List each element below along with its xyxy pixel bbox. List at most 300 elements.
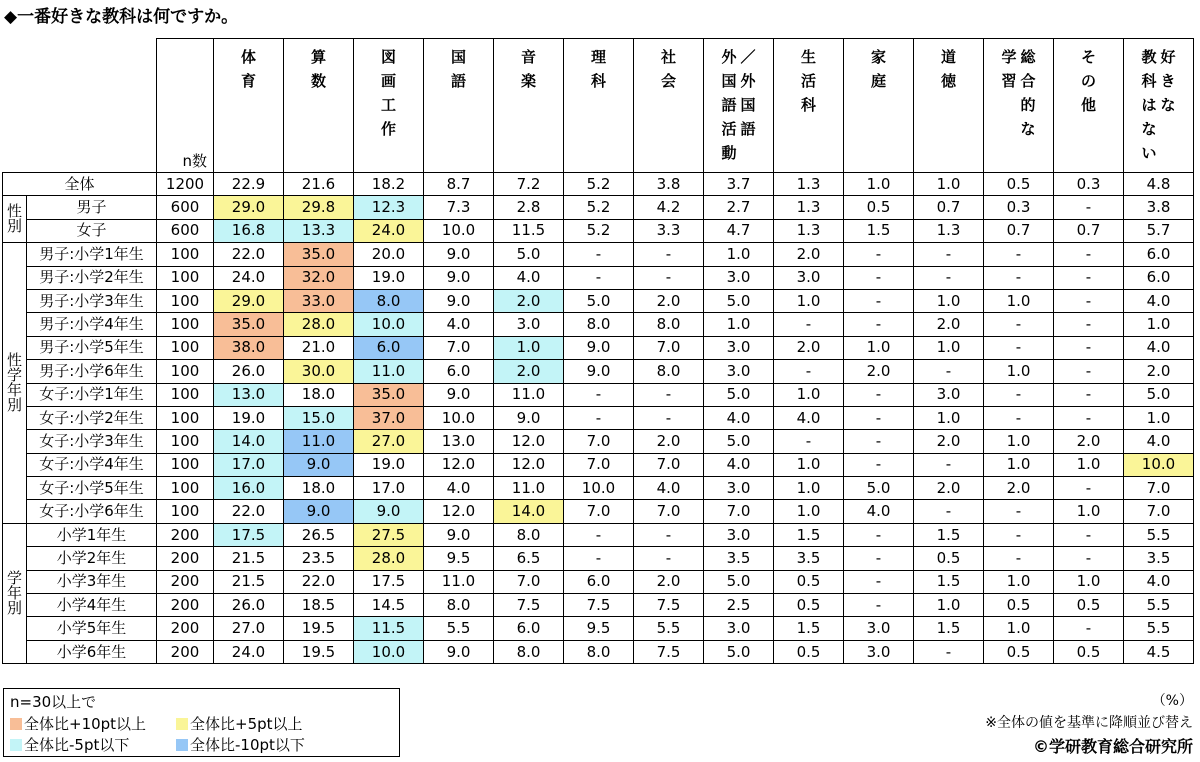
value-cell: 0.5 bbox=[774, 570, 844, 593]
value-cell: 10.0 bbox=[424, 406, 494, 429]
subject-header-text: 社 会 bbox=[660, 48, 676, 90]
value-cell: 3.7 bbox=[704, 173, 774, 196]
value-cell: 4.0 bbox=[704, 453, 774, 476]
value-cell: 7.2 bbox=[494, 173, 564, 196]
value-cell: 10.0 bbox=[424, 219, 494, 242]
value-cell: 33.0 bbox=[284, 289, 354, 312]
n-value: 100 bbox=[157, 500, 214, 523]
value-cell: - bbox=[634, 383, 704, 406]
value-cell: 8.0 bbox=[564, 313, 634, 336]
value-cell: - bbox=[844, 547, 914, 570]
n-value: 200 bbox=[157, 640, 214, 663]
table-row bbox=[3, 547, 1194, 570]
value-cell: 5.5 bbox=[1124, 617, 1194, 640]
value-cell: - bbox=[1054, 266, 1124, 289]
value-cell: 5.0 bbox=[704, 383, 774, 406]
table-row bbox=[3, 430, 1194, 453]
value-cell: 4.0 bbox=[844, 500, 914, 523]
value-cell: 21.6 bbox=[284, 173, 354, 196]
value-cell: - bbox=[774, 430, 844, 453]
value-cell: 6.0 bbox=[494, 617, 564, 640]
value-cell: 6.0 bbox=[1124, 243, 1194, 266]
value-cell: 13.0 bbox=[214, 383, 284, 406]
value-cell: 7.5 bbox=[494, 594, 564, 617]
subject-header-text: 生 活 科 bbox=[800, 48, 816, 114]
value-cell: 22.0 bbox=[214, 500, 284, 523]
value-cell: 2.0 bbox=[984, 477, 1054, 500]
copyright: ©学研教育総合研究所 bbox=[1032, 737, 1193, 756]
value-cell: 8.0 bbox=[494, 640, 564, 663]
value-cell: 1.0 bbox=[914, 406, 984, 429]
value-cell: 2.0 bbox=[774, 336, 844, 359]
n-value: 600 bbox=[157, 196, 214, 219]
value-cell: 19.0 bbox=[354, 453, 424, 476]
value-cell: 1.0 bbox=[984, 430, 1054, 453]
row-label: 女子:小学1年生 bbox=[27, 383, 157, 406]
value-cell: 0.3 bbox=[984, 196, 1054, 219]
value-cell: - bbox=[774, 313, 844, 336]
value-cell: - bbox=[1054, 617, 1124, 640]
value-cell: 5.0 bbox=[494, 243, 564, 266]
value-cell: 4.2 bbox=[634, 196, 704, 219]
value-cell: 0.7 bbox=[914, 196, 984, 219]
value-cell: - bbox=[1054, 289, 1124, 312]
row-label: 女子:小学4年生 bbox=[27, 453, 157, 476]
value-cell: 5.2 bbox=[564, 173, 634, 196]
value-cell: 6.0 bbox=[354, 336, 424, 359]
value-cell: 1.0 bbox=[774, 383, 844, 406]
value-cell: 1.5 bbox=[774, 617, 844, 640]
n-value: 200 bbox=[157, 594, 214, 617]
value-cell: - bbox=[844, 289, 914, 312]
row-label: 男子:小学6年生 bbox=[27, 360, 157, 383]
value-cell: 3.0 bbox=[844, 640, 914, 663]
n-value: 100 bbox=[157, 383, 214, 406]
value-cell: 12.0 bbox=[424, 500, 494, 523]
value-cell: - bbox=[564, 547, 634, 570]
value-cell: 7.0 bbox=[494, 570, 564, 593]
value-cell: 5.0 bbox=[704, 430, 774, 453]
value-cell: 30.0 bbox=[284, 360, 354, 383]
subject-header bbox=[844, 39, 914, 173]
table-row bbox=[3, 500, 1194, 523]
value-cell: 26.0 bbox=[214, 360, 284, 383]
subject-header bbox=[214, 39, 284, 173]
value-cell: 9.0 bbox=[424, 289, 494, 312]
n-value: 100 bbox=[157, 430, 214, 453]
subject-header-text: 理 科 bbox=[590, 48, 606, 90]
value-cell: 2.0 bbox=[494, 360, 564, 383]
value-cell: 4.0 bbox=[1124, 430, 1194, 453]
subject-header-text: 学 習 bbox=[1001, 48, 1017, 90]
value-cell: 6.0 bbox=[1124, 266, 1194, 289]
value-cell: 1.0 bbox=[494, 336, 564, 359]
value-cell: 21.5 bbox=[214, 547, 284, 570]
value-cell: - bbox=[564, 383, 634, 406]
value-cell: 21.5 bbox=[214, 570, 284, 593]
value-cell: 1.5 bbox=[914, 617, 984, 640]
row-label: 女子:小学2年生 bbox=[27, 406, 157, 429]
value-cell: 1.0 bbox=[914, 336, 984, 359]
subject-header bbox=[984, 39, 1054, 173]
value-cell: 3.3 bbox=[634, 219, 704, 242]
value-cell: 7.5 bbox=[564, 594, 634, 617]
value-cell: 8.0 bbox=[424, 594, 494, 617]
subject-header bbox=[494, 39, 564, 173]
value-cell: 9.0 bbox=[424, 266, 494, 289]
value-cell: 8.0 bbox=[634, 360, 704, 383]
value-cell: 28.0 bbox=[354, 547, 424, 570]
value-cell: - bbox=[844, 453, 914, 476]
value-cell: 26.0 bbox=[214, 594, 284, 617]
value-cell: 1.0 bbox=[1054, 570, 1124, 593]
subject-header bbox=[704, 39, 774, 173]
row-label: 小学4年生 bbox=[27, 594, 157, 617]
value-cell: - bbox=[984, 406, 1054, 429]
value-cell: 4.0 bbox=[424, 477, 494, 500]
value-cell: 10.0 bbox=[354, 313, 424, 336]
row-label: 男子:小学5年生 bbox=[27, 336, 157, 359]
value-cell: 38.0 bbox=[214, 336, 284, 359]
value-cell: - bbox=[984, 243, 1054, 266]
value-cell: - bbox=[844, 243, 914, 266]
value-cell: - bbox=[1054, 547, 1124, 570]
value-cell: 27.0 bbox=[214, 617, 284, 640]
unit-label: （%） bbox=[1151, 693, 1193, 709]
value-cell: 27.0 bbox=[354, 430, 424, 453]
value-cell: 3.8 bbox=[1124, 196, 1194, 219]
value-cell: 1.5 bbox=[914, 523, 984, 546]
n-value: 100 bbox=[157, 289, 214, 312]
value-cell: 26.5 bbox=[284, 523, 354, 546]
value-cell: 3.8 bbox=[634, 173, 704, 196]
value-cell: - bbox=[844, 523, 914, 546]
value-cell: 7.0 bbox=[1124, 477, 1194, 500]
value-cell: 29.0 bbox=[214, 289, 284, 312]
value-cell: - bbox=[984, 383, 1054, 406]
value-cell: 2.0 bbox=[914, 430, 984, 453]
value-cell: - bbox=[634, 266, 704, 289]
value-cell: 0.5 bbox=[984, 640, 1054, 663]
value-cell: 3.0 bbox=[704, 477, 774, 500]
value-cell: 14.0 bbox=[214, 430, 284, 453]
value-cell: 0.5 bbox=[984, 594, 1054, 617]
n-header-label: n数 bbox=[182, 152, 207, 170]
value-cell: 5.0 bbox=[844, 477, 914, 500]
value-cell: 11.5 bbox=[354, 617, 424, 640]
value-cell: 5.0 bbox=[704, 640, 774, 663]
value-cell: 37.0 bbox=[354, 406, 424, 429]
value-cell: 1.0 bbox=[914, 289, 984, 312]
value-cell: 2.8 bbox=[494, 196, 564, 219]
value-cell: - bbox=[914, 243, 984, 266]
value-cell: 13.0 bbox=[424, 430, 494, 453]
row-label: 女子:小学5年生 bbox=[27, 477, 157, 500]
value-cell: 9.0 bbox=[284, 500, 354, 523]
value-cell: 3.0 bbox=[704, 336, 774, 359]
value-cell: 2.0 bbox=[634, 430, 704, 453]
value-cell: 24.0 bbox=[214, 266, 284, 289]
value-cell: 1.3 bbox=[774, 173, 844, 196]
row-label: 男子:小学3年生 bbox=[27, 289, 157, 312]
value-cell: 1.5 bbox=[844, 219, 914, 242]
value-cell: 1.5 bbox=[914, 570, 984, 593]
value-cell: - bbox=[564, 266, 634, 289]
table-row bbox=[3, 640, 1194, 663]
value-cell: 0.7 bbox=[1054, 219, 1124, 242]
value-cell: - bbox=[844, 570, 914, 593]
value-cell: 22.0 bbox=[284, 570, 354, 593]
value-cell: 5.5 bbox=[1124, 523, 1194, 546]
value-cell: 1.0 bbox=[774, 477, 844, 500]
value-cell: 1.0 bbox=[984, 570, 1054, 593]
value-cell: 11.5 bbox=[494, 219, 564, 242]
value-cell: - bbox=[844, 406, 914, 429]
legend-item-plus5 bbox=[176, 713, 303, 734]
value-cell: 19.5 bbox=[284, 640, 354, 663]
value-cell: 9.0 bbox=[564, 360, 634, 383]
legend-swatch-yellow bbox=[176, 718, 188, 730]
value-cell: 4.0 bbox=[774, 406, 844, 429]
value-cell: - bbox=[844, 594, 914, 617]
value-cell: 7.0 bbox=[634, 500, 704, 523]
value-cell: 1.0 bbox=[1054, 500, 1124, 523]
value-cell: 0.5 bbox=[774, 640, 844, 663]
value-cell: 35.0 bbox=[354, 383, 424, 406]
value-cell: 1.0 bbox=[844, 336, 914, 359]
value-cell: 3.0 bbox=[844, 617, 914, 640]
value-cell: 24.0 bbox=[214, 640, 284, 663]
table-row bbox=[3, 406, 1194, 429]
table-row bbox=[3, 360, 1194, 383]
value-cell: 1.5 bbox=[774, 523, 844, 546]
row-label: 小学2年生 bbox=[27, 547, 157, 570]
value-cell: - bbox=[564, 243, 634, 266]
subject-header-text: 体 育 bbox=[240, 48, 256, 90]
value-cell: 4.5 bbox=[1124, 640, 1194, 663]
row-label: 男子 bbox=[27, 196, 157, 219]
row-label: 女子:小学6年生 bbox=[27, 500, 157, 523]
value-cell: 22.0 bbox=[214, 243, 284, 266]
legend bbox=[3, 688, 400, 757]
value-cell: 19.0 bbox=[354, 266, 424, 289]
value-cell: 5.5 bbox=[1124, 594, 1194, 617]
subject-preference-table bbox=[2, 38, 1194, 664]
value-cell: 6.0 bbox=[424, 360, 494, 383]
value-cell: 4.7 bbox=[704, 219, 774, 242]
value-cell: 1.0 bbox=[914, 594, 984, 617]
value-cell: - bbox=[914, 453, 984, 476]
value-cell: - bbox=[774, 360, 844, 383]
value-cell: 3.0 bbox=[774, 266, 844, 289]
n-value: 100 bbox=[157, 453, 214, 476]
value-cell: 16.0 bbox=[214, 477, 284, 500]
value-cell: 28.0 bbox=[284, 313, 354, 336]
value-cell: 5.0 bbox=[1124, 383, 1194, 406]
table-row bbox=[3, 617, 1194, 640]
value-cell: - bbox=[1054, 243, 1124, 266]
table-row bbox=[3, 336, 1194, 359]
value-cell: 2.0 bbox=[914, 313, 984, 336]
row-label: 男子:小学2年生 bbox=[27, 266, 157, 289]
value-cell: 9.5 bbox=[564, 617, 634, 640]
value-cell: - bbox=[844, 266, 914, 289]
value-cell: - bbox=[634, 547, 704, 570]
value-cell: 20.0 bbox=[354, 243, 424, 266]
value-cell: 29.0 bbox=[214, 196, 284, 219]
group-label: 性 学 年 別 bbox=[3, 243, 27, 524]
value-cell: 8.7 bbox=[424, 173, 494, 196]
value-cell: 9.0 bbox=[354, 500, 424, 523]
value-cell: - bbox=[984, 523, 1054, 546]
value-cell: 12.0 bbox=[494, 430, 564, 453]
value-cell: 11.0 bbox=[494, 477, 564, 500]
value-cell: 1.0 bbox=[774, 500, 844, 523]
value-cell: 12.0 bbox=[494, 453, 564, 476]
value-cell: 1.0 bbox=[1124, 313, 1194, 336]
value-cell: 1.0 bbox=[844, 173, 914, 196]
value-cell: 18.2 bbox=[354, 173, 424, 196]
value-cell: - bbox=[1054, 523, 1124, 546]
row-label: 男子:小学4年生 bbox=[27, 313, 157, 336]
n-header bbox=[157, 39, 214, 173]
value-cell: 5.5 bbox=[634, 617, 704, 640]
value-cell: 9.0 bbox=[424, 523, 494, 546]
value-cell: 17.0 bbox=[214, 453, 284, 476]
n-value: 100 bbox=[157, 243, 214, 266]
value-cell: 27.5 bbox=[354, 523, 424, 546]
subject-header-text: 教 科 は な い bbox=[1141, 48, 1157, 162]
table-row bbox=[3, 523, 1194, 546]
subject-header-text: 外 国 語 活 動 bbox=[721, 48, 737, 162]
table-row bbox=[3, 243, 1194, 266]
value-cell: 3.0 bbox=[494, 313, 564, 336]
value-cell: 7.0 bbox=[424, 336, 494, 359]
value-cell: 7.0 bbox=[564, 500, 634, 523]
value-cell: 7.3 bbox=[424, 196, 494, 219]
value-cell: 5.0 bbox=[564, 289, 634, 312]
value-cell: 4.0 bbox=[704, 406, 774, 429]
legend-label: 全体比+10pt以上 bbox=[24, 715, 147, 733]
value-cell: 17.5 bbox=[214, 523, 284, 546]
row-label: 小学1年生 bbox=[27, 523, 157, 546]
page-title: ◆一番好きな教科は何ですか。 bbox=[4, 7, 239, 27]
value-cell: 19.0 bbox=[214, 406, 284, 429]
value-cell: 9.0 bbox=[424, 383, 494, 406]
value-cell: 6.0 bbox=[564, 570, 634, 593]
subject-header-text: ／ 外 国 語 bbox=[740, 48, 756, 138]
value-cell: 0.5 bbox=[984, 173, 1054, 196]
value-cell: 18.0 bbox=[284, 477, 354, 500]
value-cell: 1.3 bbox=[914, 219, 984, 242]
value-cell: 5.7 bbox=[1124, 219, 1194, 242]
value-cell: 2.7 bbox=[704, 196, 774, 219]
value-cell: 1.0 bbox=[1124, 406, 1194, 429]
value-cell: 1.0 bbox=[1054, 453, 1124, 476]
value-cell: - bbox=[984, 266, 1054, 289]
table-row bbox=[3, 196, 1194, 219]
value-cell: 16.8 bbox=[214, 219, 284, 242]
value-cell: 2.0 bbox=[1124, 360, 1194, 383]
value-cell: 2.0 bbox=[914, 477, 984, 500]
n-value: 200 bbox=[157, 617, 214, 640]
value-cell: 21.0 bbox=[284, 336, 354, 359]
table-row bbox=[3, 570, 1194, 593]
value-cell: 5.2 bbox=[564, 219, 634, 242]
value-cell: 4.0 bbox=[1124, 289, 1194, 312]
value-cell: 8.0 bbox=[564, 640, 634, 663]
table-row bbox=[3, 289, 1194, 312]
value-cell: 5.2 bbox=[564, 196, 634, 219]
value-cell: 10.0 bbox=[354, 640, 424, 663]
value-cell: 2.0 bbox=[1054, 430, 1124, 453]
value-cell: 12.0 bbox=[424, 453, 494, 476]
value-cell: 1.3 bbox=[774, 219, 844, 242]
value-cell: 4.0 bbox=[634, 477, 704, 500]
value-cell: - bbox=[1054, 313, 1124, 336]
table-row bbox=[3, 594, 1194, 617]
legend-swatch-orange bbox=[10, 718, 22, 730]
value-cell: 14.5 bbox=[354, 594, 424, 617]
n-value: 100 bbox=[157, 313, 214, 336]
table-row bbox=[3, 477, 1194, 500]
value-cell: - bbox=[1054, 360, 1124, 383]
value-cell: 3.0 bbox=[704, 617, 774, 640]
value-cell: 0.5 bbox=[774, 594, 844, 617]
value-cell: - bbox=[844, 313, 914, 336]
value-cell: 0.5 bbox=[1054, 640, 1124, 663]
legend-label: 全体比-5pt以下 bbox=[24, 736, 130, 754]
value-cell: 1.0 bbox=[774, 289, 844, 312]
value-cell: 2.0 bbox=[844, 360, 914, 383]
value-cell: 10.0 bbox=[1124, 453, 1194, 476]
value-cell: 9.0 bbox=[424, 243, 494, 266]
value-cell: 17.0 bbox=[354, 477, 424, 500]
value-cell: 35.0 bbox=[284, 243, 354, 266]
n-value: 200 bbox=[157, 523, 214, 546]
value-cell: 9.0 bbox=[494, 406, 564, 429]
n-value: 100 bbox=[157, 336, 214, 359]
value-cell: - bbox=[984, 336, 1054, 359]
legend-label: 全体比+5pt以上 bbox=[190, 715, 303, 733]
value-cell: 8.0 bbox=[494, 523, 564, 546]
value-cell: 24.0 bbox=[354, 219, 424, 242]
value-cell: 3.0 bbox=[704, 360, 774, 383]
value-cell: - bbox=[984, 500, 1054, 523]
value-cell: 7.0 bbox=[1124, 500, 1194, 523]
value-cell: 11.0 bbox=[424, 570, 494, 593]
subject-header bbox=[424, 39, 494, 173]
row-label: 全体 bbox=[3, 173, 157, 196]
value-cell: 0.3 bbox=[1054, 173, 1124, 196]
value-cell: - bbox=[1054, 383, 1124, 406]
value-cell: - bbox=[1054, 196, 1124, 219]
n-value: 200 bbox=[157, 570, 214, 593]
value-cell: 3.0 bbox=[914, 383, 984, 406]
value-cell: - bbox=[634, 243, 704, 266]
value-cell: 8.0 bbox=[634, 313, 704, 336]
subject-header bbox=[914, 39, 984, 173]
n-value: 100 bbox=[157, 406, 214, 429]
value-cell: - bbox=[914, 266, 984, 289]
table-row bbox=[3, 383, 1194, 406]
value-cell: 0.5 bbox=[1054, 594, 1124, 617]
row-label: 小学6年生 bbox=[27, 640, 157, 663]
value-cell: 7.0 bbox=[704, 500, 774, 523]
value-cell: - bbox=[1054, 406, 1124, 429]
value-cell: 4.0 bbox=[494, 266, 564, 289]
subject-header-text: 好 き な bbox=[1160, 48, 1176, 114]
